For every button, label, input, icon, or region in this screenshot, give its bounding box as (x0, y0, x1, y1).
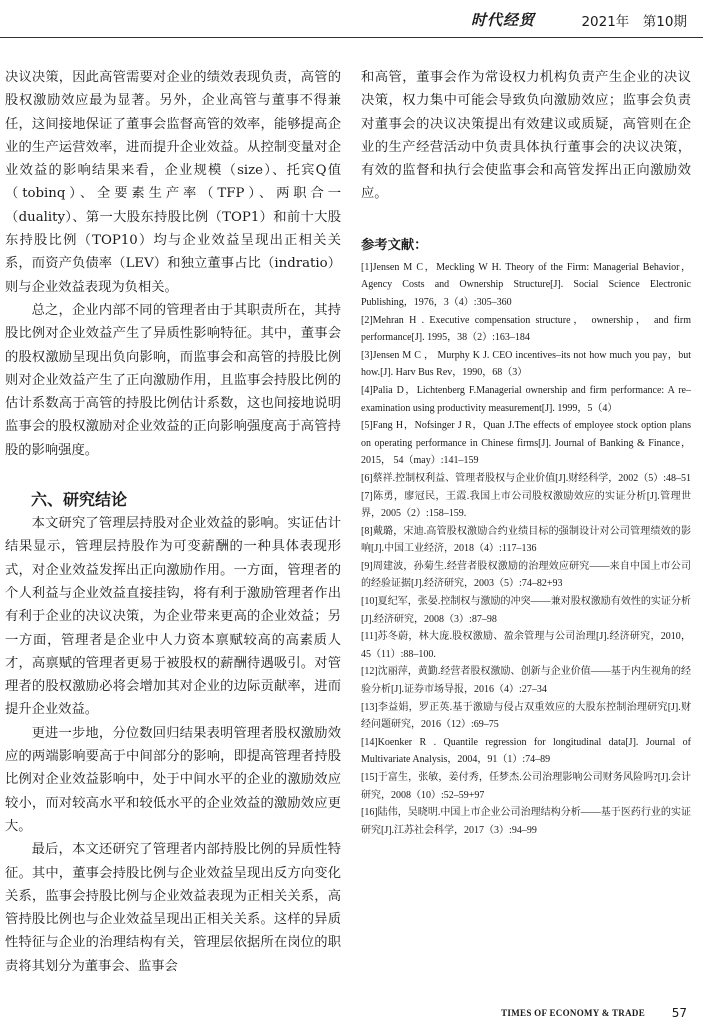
reference-item: [8]戴璐，宋迪.高管股权激励合约业绩目标的强制设计对公司管理绩效的影响[J].中国工业经济，2018（4）:117–136 (361, 525, 691, 555)
left-column (5, 66, 341, 978)
header-rule (0, 37, 703, 38)
paragraph: 最后，本文还研究了管理者内部持股比例的异质性特征。其中，董事会持股比例与企业效益呈现出反方向变化关系，监事会持股比例与企业效益表现为正相关关系，高管持股比例也与企业效益呈现出正相关关系。这样的异质性特征与企业的治理结构有关，管理层依据所在岗位的职责将其划分为董事会、监事会 (5, 842, 341, 974)
reference-item: [13]李益娟，罗正英.基于激励与侵占双重效应的大股东控制治理研究[J].财经问题研究，2016（12）:69–75 (361, 701, 691, 731)
reference-item: [11]苏冬蔚，林大庞.股权激励、盈余管理与公司治理[J].经济研究，2010，45（11）:88–100. (361, 631, 691, 660)
references-heading: 参考文献： (361, 237, 428, 253)
page-footer (0, 1006, 703, 1022)
paragraph: 总之，企业内部不同的管理者由于其职责所在，其持股比例对企业效益产生了异质性影响特征。其中，董事会的股权激励呈现出负向影响，而监事会和高管的持股比例则对企业效益产生了正向激励作用，且监事会持股比例的估计系数高于高管的持股比例估计系数，这也间接地说明监事会的股权激励对企业效益的正向影响强度高于高管持股的影响强度。 (5, 302, 341, 458)
right-column (361, 66, 691, 839)
paragraph: 和高管，董事会作为常设权力机构负责产生企业的决议决策，权力集中可能会导致负向激励效应；监事会负责对董事会的决议决策提出有效建议或质疑，高管则在企业的生产经营活动中负责具体执行董事会的决议决策，有效的监督和执行会使监事会和高管发挥出正向激励效应。 (361, 70, 691, 202)
journal-title: 时代经贸 (470, 11, 535, 29)
reference-item: [1]Jensen M C，Meckling W H. Theory of the Firm: Managerial Behavior，Agency Costs and Ownership Structure[J]. Social Science Electronic Publishing，1976，3（4）:305–360 (361, 261, 691, 308)
paragraph: 更进一步地，分位数回归结果表明管理者股权激励效应的两端影响要高于中间部分的影响，即提高管理者持股比例对企业效益影响中，处于中间水平的企业的激励效应较小，而对较高水平和较低水平的企业效益的激励效应更大。 (5, 725, 341, 834)
reference-item: [5]Fang H，Nofsinger J R，Quan J.The effects of employee stock option plans on operating performance in Chinese firms[J]. Journal of Banking & Finance，2015， 54（may）:141–159 (361, 420, 691, 467)
reference-item: [7]陈勇，廖冠民，王霞.我国上市公司股权激励效应的实证分析[J].管理世界，2005（2）:158–159. (361, 490, 691, 520)
section-heading: 六、研究结论 (31, 490, 128, 510)
reference-item: [15]于富生，张敏，姜付秀，任梦杰.公司治理影响公司财务风险吗?[J].会计研究，2008（10）:52–59+97 (361, 772, 691, 801)
reference-item: [16]陆伟，吴晓明.中国上市企业公司治理结构分析——基于医药行业的实证研究[J].江苏社会科学，2017（3）:94–99 (361, 807, 691, 836)
reference-item: [2]Mehran H . Executive compensation structure， ownership， and firm performance[J]. 1995，38（2）:163–184 (361, 314, 691, 344)
issue-label: 2021年 第10期 (581, 14, 687, 30)
reference-item: [9]周建波，孙菊生.经营者股权激励的治理效应研究——来自中国上市公司的经验证据[J].经济研究，2003（5）:74–82+93 (361, 560, 691, 590)
reference-item: [10]夏纪军，张晏.控制权与激励的冲突——兼对股权激励有效性的实证分析[J].经济研究，2008（3）:87–98 (361, 596, 691, 625)
reference-item: [12]沈丽萍，黄勤.经营者股权激励、创新与企业价值——基于内生视角的经验分析[J].证券市场导报，2016（4）:27–34 (361, 666, 691, 696)
page-number: 57 (671, 1006, 687, 1020)
reference-item: [6]蔡祥.控制权利益、管理者股权与企业价值[J].财经科学，2002（5）:48–51 (361, 472, 691, 484)
reference-list (361, 259, 691, 840)
paragraph: 决议决策，因此高管需要对企业的绩效表现负责，高管的股权激励效应最为显著。另外，企业高管与董事不得兼任，这间接地保证了董事会监督高管的效率，能够提高企业的生产运营效率，进而提升企业效益。从控制变量对企业效益的影响结果来看，企业规模（size）、托宾Q值（tobinq）、全要素生产率（TFP）、两职合一（duality）、第一大股东持股比例（TOP1）和前十大股东持股比例（TOP10）均与企业效益呈现出正相关关系，而资产负债率（LEV）和独立董事占比（indratio）则与企业效益表现为负相关。 (5, 70, 341, 295)
journal-name-en: TIMES OF ECONOMY & TRADE (501, 1008, 645, 1018)
reference-item: [14]Koenker R . Quantile regression for longitudinal data[J]. Journal of Multivariate Analysis，2004，91（1）:74–89 (361, 736, 691, 766)
page-header (0, 6, 703, 34)
paragraph: 本文研究了管理层持股对企业效益的影响。实证估计结果显示，管理层持股作为可变薪酬的一种具体表现形式，对企业效益发挥出正向激励作用。一方面，管理者的个人利益与企业效益直接挂钩，将有利于激励管理者作出有利于企业的决议决策，为企业带来更高的企业效益；另一方面，管理者是企业中人力资本禀赋较高的高素质人才，高禀赋的管理者更易于被股权的薪酬待遇吸引。对管理者的股权激励必将会增加其对企业的边际贡献率，进而提升企业效益。 (5, 516, 341, 718)
reference-item: [3]Jensen M C ， Murphy K J. CEO incentives–its not how much you pay，but how.[J]. Harv Bus Rev，1990，68（3） (361, 349, 691, 379)
reference-item: [4]Palia D，Lichtenberg F.Managerial ownership and firm performance: A re–examination using productivity measurement[J]. 1999，5（4） (361, 384, 691, 414)
